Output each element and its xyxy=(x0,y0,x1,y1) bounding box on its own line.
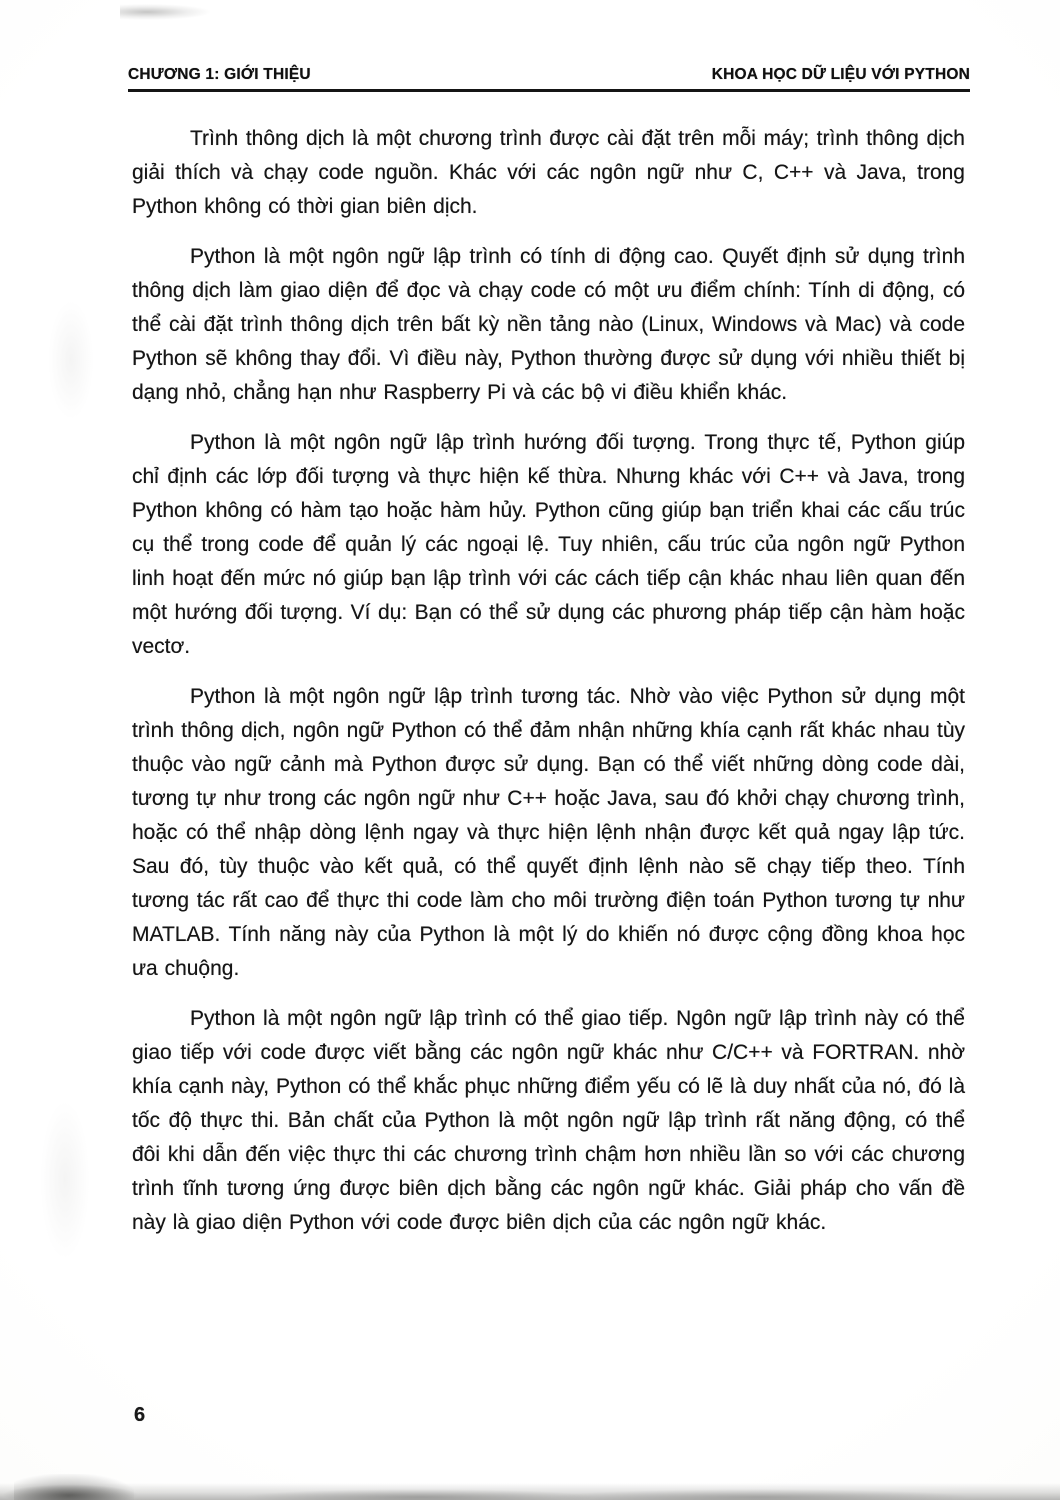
page-number: 6 xyxy=(134,1404,146,1426)
running-header-book-title: KHOA HỌC DỮ LIỆU VỚI PYTHON xyxy=(711,66,970,83)
page-body xyxy=(132,122,965,1256)
scan-artifact-top-left xyxy=(120,4,210,20)
paragraph-portability: Python là một ngôn ngữ lập trình có tính di động cao. Quyết định sử dụng trình thông dịch làm giao diện để đọc và chạy code có một ưu điểm chính: Tính di động, có thể cài đặt trình thông dịch trên bất kỳ nền tảng nào (Linux, Windows và Mac) và code Python sẽ không thay đổi. Vì điều này, Python thường được sử dụng với nhiều thiết bị dạng nhỏ, chẳng hạn như Raspberry Pi và các bộ vi điều khiển khác. xyxy=(132,245,965,404)
header-rule xyxy=(128,89,970,92)
running-header xyxy=(128,66,970,84)
paragraph-interfaceable: Python là một ngôn ngữ lập trình có thể giao tiếp. Ngôn ngữ lập trình này có thể giao tiếp với code được viết bằng các ngôn ngữ khác như C/C++ và FORTRAN. nhờ khía cạnh này, Python có thể khắc phục những điểm yếu có lẽ là duy nhất của nó, đó là tốc độ thực thi. Bản chất của Python là một ngôn ngữ lập trình rất năng động, có thể đôi khi dẫn đến việc thực thi các chương trình chậm hơn nhiều lần so với các chương trình tĩnh tương ứng được biên dịch bằng các ngôn ngữ khác. Giải pháp cho vấn đề này là giao diện Python với code được biên dịch của các ngôn ngữ khác. xyxy=(132,1007,965,1234)
paragraph-interpreter: Trình thông dịch là một chương trình được cài đặt trên mỗi máy; trình thông dịch giải thích và chạy code nguồn. Khác với các ngôn ngữ như C, C++ và Java, trong Python không có thời gian biên dịch. xyxy=(132,127,965,218)
paragraph-interactive: Python là một ngôn ngữ lập trình tương tác. Nhờ vào việc Python sử dụng một trình thông dịch, ngôn ngữ Python có thể đảm nhận những khía cạnh rất khác nhau tùy thuộc vào ngữ cảnh mà Python được sử dụng. Bạn có thể viết những dòng code dài, tương tự như trong các ngôn ngữ như C++ hoặc Java, sau đó khởi chạy chương trình, hoặc có thể nhập dòng lệnh ngay và thực hiện lệnh nhận được kết quả ngay lập tức. Sau đó, tùy thuộc vào kết quả, có thể quyết định lệnh nào sẽ chạy tiếp theo. Tính tương tác rất cao để thực thi code làm cho môi trường điện toán Python tương tự như MATLAB. Tính năng này của Python là một lý do khiến nó được cộng đồng khoa học ưa chuộng. xyxy=(132,685,965,980)
scan-artifact-bottom-corner xyxy=(14,1474,134,1500)
running-header-chapter: CHƯƠNG 1: GIỚI THIỆU xyxy=(128,66,311,83)
scan-artifact-left-margin-2 xyxy=(40,1100,90,1260)
scan-artifact-bottom-edge xyxy=(0,1483,1060,1500)
scan-artifact-left-margin-1 xyxy=(48,300,94,420)
paragraph-object-oriented: Python là một ngôn ngữ lập trình hướng đối tượng. Trong thực tế, Python giúp chỉ định các lớp đối tượng và thực hiện kế thừa. Nhưng khác với C++ và Java, trong Python không có hàm tạo hoặc hàm hủy. Python cũng giúp bạn triển khai các cấu trúc cụ thể trong code để quản lý các ngoại lệ. Tuy nhiên, cấu trúc của ngôn ngữ Python linh hoạt đến mức nó giúp bạn lập trình với các cách tiếp cận khác nhau liên quan đến một hướng đối tượng. Ví dụ: Bạn có thể sử dụng các phương pháp tiếp cận hàm hoặc vectơ. xyxy=(132,431,965,658)
